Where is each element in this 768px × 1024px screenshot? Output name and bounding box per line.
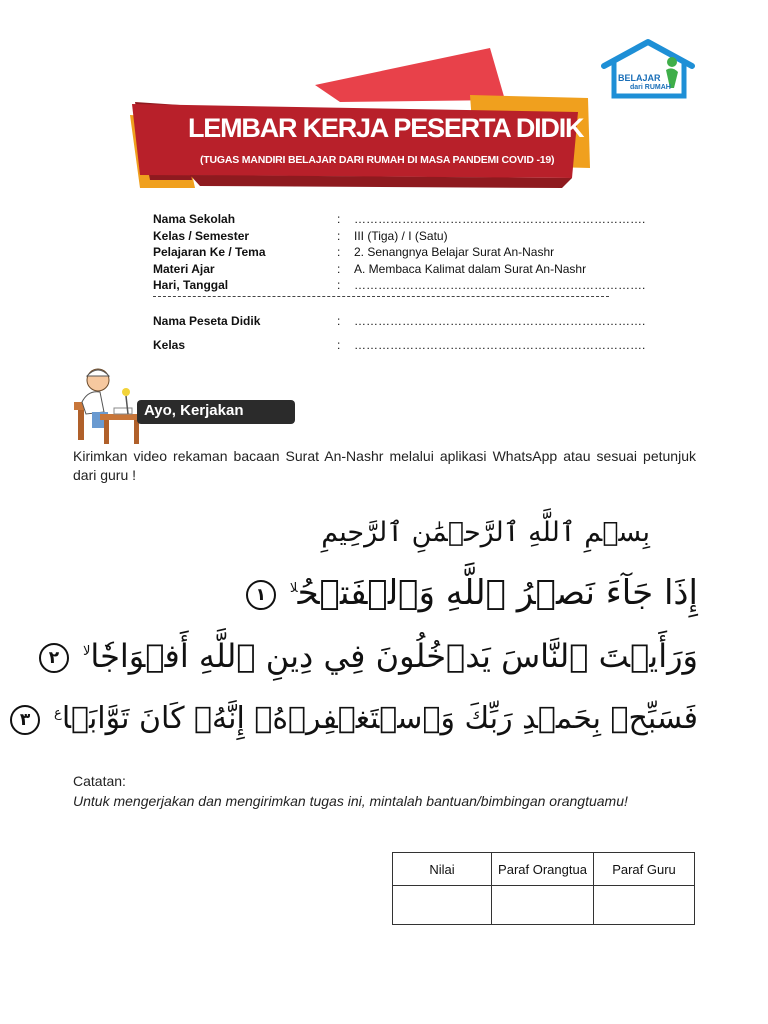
instruction-text: Kirimkan video rekaman bacaan Surat An-Nashr melalui aplikasi WhatsApp atau sesuai petunjuk dari guru !: [73, 448, 696, 483]
info-row-class: [153, 228, 623, 245]
info-row-school: [153, 211, 646, 228]
notes-title: Catatan:: [73, 773, 126, 789]
info-colon: :: [337, 245, 341, 260]
waqf-mark: ع: [54, 706, 62, 721]
basmalah: بِسۡمِ ٱللَّهِ ٱلرَّحۡمَٰنِ ٱلرَّحِيمِ: [321, 517, 650, 548]
score-table: [392, 852, 695, 925]
ayah-text: إِذَا جَآءَ نَصۡرُ ٱللَّهِ وَٱلۡفَتۡحُ: [297, 573, 698, 613]
divider: [153, 296, 609, 297]
school-info: [153, 211, 646, 294]
info-value: III (Tiga) / I (Satu): [354, 228, 448, 243]
table-row: [393, 886, 695, 925]
student-info: [153, 313, 646, 330]
table-header-row: [393, 853, 695, 886]
info-row-student-class: [153, 337, 646, 354]
info-row-material: [153, 261, 623, 278]
ayah-line: [39, 637, 698, 675]
notes-body: Untuk mengerjakan dan mengirimkan tugas ini, mintalah bantuan/bimbingan orangtuamu!: [73, 793, 628, 809]
info-label: Nama Peseta Didik: [153, 314, 261, 328]
header-nilai: Nilai: [393, 853, 492, 886]
header-paraf-orangtua: Paraf Orangtua: [492, 853, 594, 886]
info-value[interactable]: ……………………………………………………………….: [354, 314, 646, 328]
info-value[interactable]: ……………………………………………………………….: [354, 212, 646, 226]
ayah-number: ٣: [10, 705, 40, 735]
ayah-line: [10, 701, 698, 736]
info-label: Nama Sekolah: [153, 212, 236, 226]
ayah-text: وَرَأَيۡتَ ٱلنَّاسَ يَدۡخُلُونَ فِي دِينِ ٱللَّهِ أَفۡوَاجٗا: [90, 637, 698, 675]
info-row-date: [153, 277, 646, 294]
ayah-number: ١: [246, 580, 276, 610]
waqf-mark: لا: [289, 580, 298, 596]
page-title: LEMBAR KERJA PESERTA DIDIK: [188, 113, 584, 143]
page-subtitle: (TUGAS MANDIRI BELAJAR DARI RUMAH DI MASA PANDEMI COVID -19): [200, 154, 555, 166]
info-row-lesson: [153, 244, 623, 261]
info-colon: :: [337, 338, 341, 352]
info-colon: :: [337, 261, 341, 276]
info-value[interactable]: ……………………………………………………………….: [354, 278, 646, 293]
info-colon: :: [337, 314, 341, 328]
logo-text-rumah: dari RUMAH: [630, 84, 671, 91]
info-value: 2. Senangnya Belajar Surat An-Nashr: [354, 245, 555, 260]
ayah-number: ٢: [39, 643, 69, 673]
info-value[interactable]: ……………………………………………………………….: [354, 338, 646, 352]
cell-nilai[interactable]: [393, 886, 492, 925]
info-row-student-name: [153, 313, 646, 330]
logo-text-belajar: BELAJAR: [618, 73, 661, 83]
info-value: A. Membaca Kalimat dalam Surat An-Nashr: [354, 261, 587, 276]
student-at-desk-icon: [70, 362, 144, 446]
info-label: Hari, Tanggal: [153, 278, 229, 293]
cell-paraf-orangtua[interactable]: [492, 886, 594, 925]
ayah-text: فَسَبِّحۡ بِحَمۡدِ رَبِّكَ وَٱسۡتَغۡفِرۡهُۚ إِنَّهُۥ كَانَ تَوَّابَۢا: [61, 701, 698, 736]
info-label: Kelas / Semester: [153, 228, 250, 243]
info-colon: :: [337, 278, 341, 293]
info-label: Pelajaran Ke / Tema: [153, 245, 266, 260]
info-colon: :: [337, 212, 341, 226]
info-label: Materi Ajar: [153, 261, 215, 276]
cell-paraf-guru[interactable]: [594, 886, 695, 925]
header-paraf-guru: Paraf Guru: [594, 853, 695, 886]
info-colon: :: [337, 228, 341, 243]
waqf-mark: لا: [82, 644, 91, 660]
info-label: Kelas: [153, 338, 186, 352]
activity-badge-label: Ayo, Kerjakan: [144, 402, 244, 419]
ayah-line: [246, 573, 698, 613]
student-class: [153, 337, 646, 354]
